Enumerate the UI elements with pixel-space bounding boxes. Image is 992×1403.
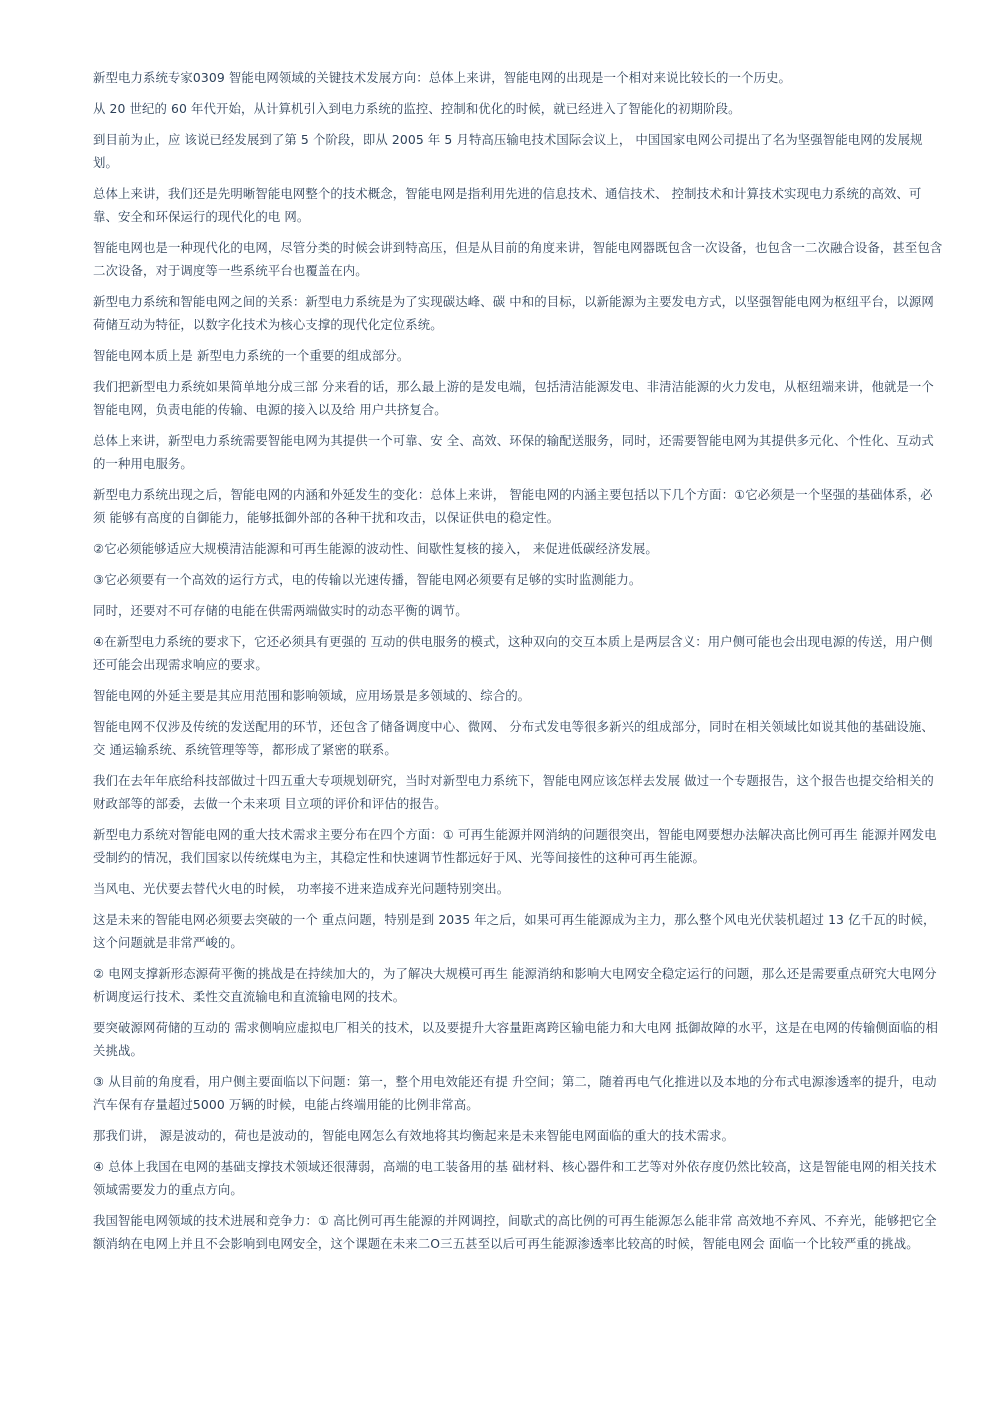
paragraph: 我们把新型电力系统如果简单地分成三部 分来看的话，那么最上游的是发电端，包括清洁能源发电、非清洁能源的火力发电，从枢纽端来讲，他就是一个智能电网，负责电能的传输、电源的接入以及给 用户共挤复合。	[93, 379, 934, 417]
paragraph: 智能电网的外延主要是其应用范围和影响领域，应用场景是多领域的、综合的。	[93, 688, 531, 703]
paragraph: 要突破源网荷储的互动的 需求侧响应虚拟电厂相关的技术，以及要提升大容量距离跨区输电能力和大电网 抵御故障的水平，这是在电网的传输侧面临的相关挑战。	[93, 1020, 938, 1058]
paragraph: 我国智能电网领域的技术进展和竞争力：① 高比例可再生能源的并网调控，间歇式的高比例的可再生能源怎么能非常 高效地不弃风、不弃光，能够把它全额消纳在电网上并且不会影响到电网安全，这个课题在未来二O三五甚至以后可再生能源渗透率比较高的时候，智能电网会 面临一个比较严重的挑战。	[93, 1213, 937, 1251]
paragraph: 总体上来讲，新型电力系统需要智能电网为其提供一个可靠、安 全、高效、环保的输配送服务，同时，还需要智能电网为其提供多元化、个性化、互动式的一种用电服务。	[93, 433, 934, 471]
paragraph: ④在新型电力系统的要求下，它还必须具有更强的 互动的供电服务的模式，这种双向的交互本质上是两层含义：用户侧可能也会出现电源的传送，用户侧还可能会出现需求响应的要求。	[93, 634, 933, 672]
paragraph: 我们在去年年底给科技部做过十四五重大专项规划研究，当时对新型电力系统下，智能电网应该怎样去发展 做过一个专题报告，这个报告也提交给相关的财政部等的部委，去做一个未来项 目立项的评价和评估的报告。	[93, 773, 934, 811]
paragraph: 同时，还要对不可存储的电能在供需两端做实时的动态平衡的调节。	[93, 603, 468, 618]
paragraph: ③它必须要有一个高效的运行方式，电的传输以光速传播，智能电网必须要有足够的实时监测能力。	[93, 572, 642, 587]
paragraph: 智能电网本质上是 新型电力系统的一个重要的组成部分。	[93, 348, 410, 363]
paragraph: 到目前为止，应 该说已经发展到了第 5 个阶段，即从 2005 年 5 月特高压输电技术国际会议上， 中国国家电网公司提出了名为坚强智能电网的发展规划。	[93, 132, 923, 170]
paragraph: 这是未来的智能电网必须要去突破的一个 重点问题，特别是到 2035 年之后，如果可再生能源成为主力，那么整个风电光伏装机超过 13 亿千瓦的时候，这个问题就是非常严峻的。	[93, 912, 936, 950]
paragraph: 新型电力系统和智能电网之间的关系：新型电力系统是为了实现碳达峰、碳 中和的目标，以新能源为主要发电方式，以坚强智能电网为枢纽平台，以源网荷储互动为特征，以数字化技术为核心支撑的现代化定位系统。	[93, 294, 934, 332]
paragraph: 智能电网不仅涉及传统的发送配用的环节，还包含了储备调度中心、微网、 分布式发电等很多新兴的组成部分，同时在相关领域比如说其他的基础设施、交 通运输系统、系统管理等等，都形成了紧密的联系。	[93, 719, 934, 757]
paragraph: 新型电力系统出现之后，智能电网的内涵和外延发生的变化：总体上来讲， 智能电网的内涵主要包括以下几个方面：①它必须是一个坚强的基础体系，必须 能够有高度的自御能力，能够抵御外部的各种干扰和攻击，以保证供电的稳定性。	[93, 487, 933, 525]
paragraph: 那我们讲， 源是波动的，荷也是波动的，智能电网怎么有效地将其均衡起来是未来智能电网面临的重大的技术需求。	[93, 1128, 735, 1143]
paragraph: 当风电、光伏要去替代火电的时候， 功率接不进来造成弃光问题特别突出。	[93, 881, 510, 896]
paragraph: ②它必须能够适应大规模清洁能源和可再生能源的波动性、间歇性复核的接入， 来促进低碳经济发展。	[93, 541, 658, 556]
paragraph: ④ 总体上我国在电网的基础支撑技术领域还很薄弱，高端的电工装备用的基 础材料、核心器件和工艺等对外依存度仍然比较高，这是智能电网的相关技术领域需要发力的重点方向。	[93, 1159, 937, 1197]
paragraph: 新型电力系统对智能电网的重大技术需求主要分布在四个方面：① 可再生能源并网消纳的问题很突出，智能电网要想办法解决高比例可再生 能源并网发电受制约的情况，我们国家以传统煤电为主，其稳定性和快速调节性都远好于风、光等间接性的这种可再生能源。	[93, 827, 937, 865]
paragraph: 从 20 世纪的 60 年代开始，从计算机引入到电力系统的监控、控制和优化的时候，就已经进入了智能化的初期阶段。	[93, 101, 741, 116]
paragraph: 新型电力系统专家0309 智能电网领域的关键技术发展方向：总体上来讲，智能电网的出现是一个相对来说比较长的一个历史。	[93, 70, 791, 85]
paragraph: 总体上来讲，我们还是先明晰智能电网整个的技术概念，智能电网是指利用先进的信息技术、通信技术、 控制技术和计算技术实现电力系统的高效、可靠、安全和环保运行的现代化的电 网。	[93, 186, 922, 224]
paragraph: ③ 从目前的角度看，用户侧主要面临以下问题：第一，整个用电效能还有提 升空间；第二，随着再电气化推进以及本地的分布式电源渗透率的提升，电动汽车保有存量超过5000 万辆的时候，电能占终端用能的比例非常高。	[93, 1074, 937, 1112]
document-body	[93, 66, 945, 1263]
paragraph: ② 电网支撑新形态源荷平衡的挑战是在持续加大的，为了解决大规模可再生 能源消纳和影响大电网安全稳定运行的问题，那么还是需要重点研究大电网分析调度运行技术、柔性交直流输电和直流输电网的技术。	[93, 966, 937, 1004]
paragraph: 智能电网也是一种现代化的电网，尽管分类的时候会讲到特高压，但是从目前的角度来讲，智能电网器既包含一次设备，也包含一二次融合设备，甚至包含 二次设备，对于调度等一些系统平台也覆盖在内。	[93, 240, 943, 278]
